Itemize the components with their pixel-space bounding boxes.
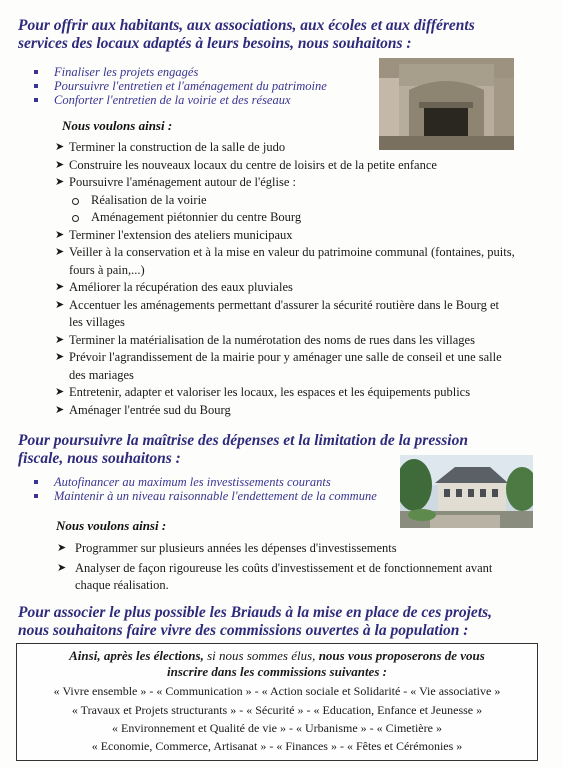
goal-item: Conforter l'entretien de la voirie et des réseaux — [32, 93, 327, 107]
section3-heading — [18, 604, 492, 640]
commissions-box-title: Ainsi, après les élections, si nous sommes élus, nous vous proposerons de vous inscrire dans les commissions suivantes : — [69, 648, 485, 679]
action-item: ➤ Veiller à la conservation et à la mise en valeur du patrimoine communal (fontaines, puits, fours à pain,...) — [55, 245, 515, 277]
arrow-bullet-icon: ➤ — [55, 246, 65, 258]
arrow-bullet-icon: ➤ — [55, 158, 65, 171]
town-hall-photo — [400, 455, 533, 528]
commissions-line: « Economie, Commerce, Artisanat » - « Finances » - « Fêtes et Cérémonies » — [91, 739, 463, 753]
action-item: ➤ Aménager l'entrée sud du Bourg — [55, 402, 535, 420]
arrow-bullet-icon: ➤ — [55, 298, 65, 311]
square-bullet-icon — [34, 70, 38, 74]
arrow-bullet-icon: ➤ — [55, 141, 65, 153]
arrow-bullet-icon: ➤ — [57, 542, 67, 554]
section1-heading-line1: Pour offrir aux habitants, aux associations, aux écoles et aux différents — [18, 17, 475, 34]
action-item: ➤ Terminer la matérialisation de la numérotation des noms de rues dans les villages — [55, 332, 535, 350]
commissions-line: « Environnement et Qualité de vie » - « Urbanisme » - « Cimetière » — [112, 721, 442, 735]
goal-item: Maintenir à un niveau raisonnable l'endettement de la commune — [32, 489, 377, 503]
section2-goals — [32, 475, 377, 503]
commissions-box — [16, 643, 538, 761]
action-item: ➤ Terminer la construction de la salle de judo — [55, 139, 535, 157]
action-item: ➤ Analyser de façon rigoureuse les coûts d'investissement et de fonctionnement avant chaque réalisation. — [57, 560, 493, 592]
town-hall-image — [400, 455, 533, 528]
goal-item: Finaliser les projets engagés — [32, 65, 327, 79]
stone-oven-photo — [379, 58, 514, 150]
section1-subheading: Nous voulons ainsi : — [62, 118, 173, 133]
section3-heading-line1: Pour associer le plus possible les Briauds à la mise en place de ces projets, — [18, 604, 493, 621]
arrow-bullet-icon: ➤ — [55, 228, 65, 241]
arrow-bullet-icon: ➤ — [55, 281, 65, 293]
action-subitem: Aménagement piétonnier du centre Bourg — [55, 209, 535, 227]
arrow-bullet-icon: ➤ — [55, 351, 65, 363]
arrow-bullet-icon: ➤ — [55, 403, 65, 416]
action-item: ➤ Construire les nouveaux locaux du centre de loisirs et de la petite enfance — [55, 157, 535, 175]
action-item: ➤ Terminer l'extension des ateliers municipaux — [55, 227, 535, 245]
stone-oven-image — [379, 58, 514, 150]
section1-goals — [32, 65, 327, 107]
action-item: ➤ Améliorer la récupération des eaux pluviales — [55, 279, 535, 297]
action-item: ➤ Poursuivre l'aménagement autour de l'église : — [55, 174, 535, 192]
square-bullet-icon — [34, 98, 38, 102]
goal-item: Poursuivre l'entretien et l'aménagement du patrimoine — [32, 79, 327, 93]
action-item: ➤ Programmer sur plusieurs années les dépenses d'investissements — [57, 540, 517, 558]
commissions-line: « Vivre ensemble » - « Communication » - « Action sociale et Solidarité - « Vie associative » — [53, 684, 501, 698]
circle-bullet-icon — [72, 215, 79, 222]
section2-heading-line2: fiscale, nous souhaitons : — [18, 450, 181, 467]
section2-actions — [57, 540, 517, 595]
action-subitem: Réalisation de la voirie — [55, 192, 535, 210]
commissions-line: « Travaux et Projets structurants » - « Sécurité » - « Education, Enfance et Jeunesse » — [71, 703, 483, 717]
circle-bullet-icon — [72, 198, 79, 205]
square-bullet-icon — [34, 84, 38, 88]
action-item: ➤ Entretenir, adapter et valoriser les locaux, les espaces et les équipements publics — [55, 384, 535, 402]
arrow-bullet-icon: ➤ — [55, 333, 65, 346]
arrow-bullet-icon: ➤ — [57, 561, 67, 574]
action-item: ➤ Prévoir l'agrandissement de la mairie pour y aménager une salle de conseil et une salle des mariages — [55, 350, 502, 382]
arrow-bullet-icon: ➤ — [55, 386, 65, 398]
goal-item: Autofinancer au maximum les investissements courants — [32, 475, 377, 489]
square-bullet-icon — [34, 480, 38, 484]
section1-heading-line2: services des locaux adaptés à leurs besoins, nous souhaitons : — [18, 35, 412, 52]
action-item: ➤ Accentuer les aménagements permettant d'assurer la sécurité routière dans le Bourg et les villages — [55, 297, 499, 329]
section3-heading-line2: nous souhaitons faire vivre des commissions ouvertes à la population : — [18, 622, 469, 639]
section2-subheading: Nous voulons ainsi : — [56, 518, 167, 533]
section1-heading — [18, 17, 475, 53]
arrow-bullet-icon: ➤ — [55, 176, 65, 188]
square-bullet-icon — [34, 494, 38, 498]
section2-heading-line1: Pour poursuivre la maîtrise des dépenses et la limitation de la pression — [18, 432, 468, 449]
section1-actions — [55, 139, 535, 419]
